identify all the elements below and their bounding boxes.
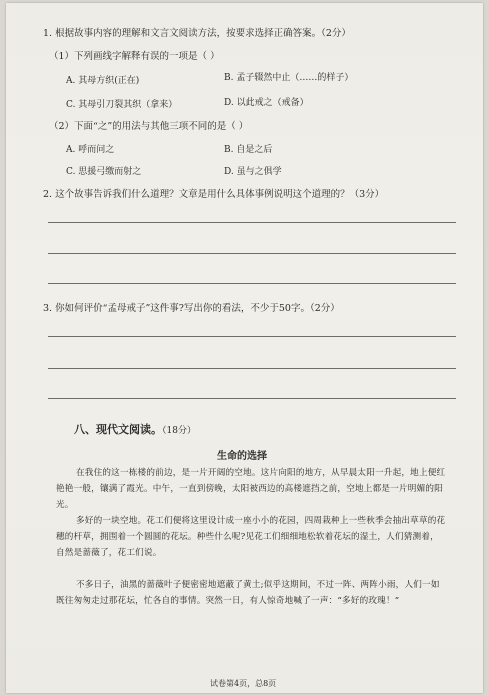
answer-line bbox=[48, 283, 456, 284]
passage-title: 生命的选择 bbox=[217, 451, 267, 462]
answer-line bbox=[48, 398, 456, 399]
q1-sub2-option-a: A. 呼而问之 bbox=[66, 145, 115, 155]
q3-prompt: 3. 你如何评价“孟母戒子”这件事?写出你的看法，不少于50字。（2分） bbox=[43, 303, 340, 314]
answer-line bbox=[48, 222, 456, 223]
q2-prompt: 2. 这个故事告诉我们什么道理？文章是用什么具体事例说明这个道理的？（3分） bbox=[43, 189, 385, 200]
section-heading bbox=[74, 424, 196, 437]
passage-paragraph-3: 不多日子，油黑的蔷薇叶子便密密地遮蔽了黄土;似乎这期间，不过一阵、两阵小雨，人们一如既往匆匆走过那花坛，忙各自的事情。突然一日，有人惊奇地喊了一声：“多好的玫瑰！” bbox=[56, 580, 440, 607]
answer-line bbox=[48, 253, 456, 254]
q1-heading: 1. 根据故事内容的理解和文言文阅读方法，按要求选择正确答案。（2分） bbox=[43, 28, 351, 39]
q1-sub1-option-b: B. 孟子辍然中止（……的样子） bbox=[224, 73, 354, 83]
exam-page bbox=[6, 3, 483, 693]
q1-sub2-option-b: B. 自是之后 bbox=[224, 145, 273, 155]
q1-sub1-option-c: C. 其母引刀裂其织（拿来） bbox=[66, 100, 178, 110]
q1-sub1-option-a: A. 其母方织(正在) bbox=[66, 76, 140, 86]
q1-sub2-option-d: D. 虽与之俱学 bbox=[224, 167, 282, 177]
answer-line bbox=[48, 368, 456, 369]
section-title: 八、现代文阅读。 bbox=[74, 423, 162, 436]
answer-line bbox=[48, 336, 456, 337]
q1-sub1-option-d: D. 以此戒之（戒备） bbox=[224, 98, 309, 108]
q1-sub1-prompt: （1）下列画线字解释有误的一项是（ ） bbox=[49, 51, 220, 62]
section-score: （18分） bbox=[162, 426, 196, 436]
passage-paragraph-1: 在我住的这一栋楼的前边，是一片开阔的空地。这片向阳的地方，从早晨太阳一升起，地上便红艳艳一般，镶满了霞光。中午，一直到傍晚，太阳被西边的高楼遮挡之前，空地上都是一片明媚的阳光。 bbox=[56, 468, 446, 511]
q1-sub2-option-c: C. 思援弓缴而射之 bbox=[66, 167, 142, 177]
page-footer: 试卷第4页，总8页 bbox=[210, 679, 277, 688]
passage-paragraph-2: 多好的一块空地。花工们便将这里设计成一座小小的花园，四周栽种上一些秋季会抽出草草的花穗的杆草，拥围着一个圆圆的花坛。种些什么呢?见花工们细细地松软着花坛的湿土，人们猜测着，自然是蔷薇了，花工们说。 bbox=[56, 516, 446, 559]
q1-sub2-prompt: （2）下面“之”的用法与其他三项不同的是（ ） bbox=[49, 121, 249, 132]
